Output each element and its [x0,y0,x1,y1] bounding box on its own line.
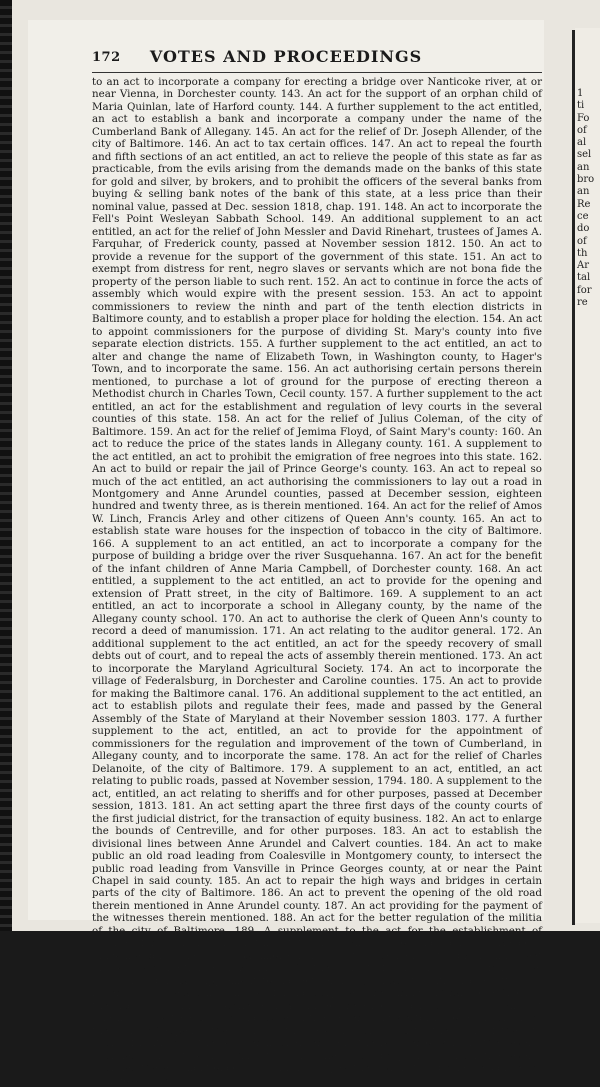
page-number: 172 [92,50,121,65]
facing-page-fragment: th [577,247,588,259]
header-rule [92,72,542,73]
facing-page-fragment: re [577,297,588,309]
body-text: to an act to incorporate a company for erecting a bridge over Nanticoke river, at or near Vienna, in Dorchester county. 143. An act for the support of an orphan child of Maria Quinlan, late of Harford county. 144. A further supplement to the act entitled, an act to establish a bank and incorporate a company under the name of the Cumberland Bank of Allegany. 145. An act for the relief of Dr. Joseph Allender, of the city of Baltimore. 146. An act to tax certain offices. 147. An act to repeal the fourth and fifth sections of an act entitled, an act to relieve the people of this state as far as practicable, from the evils arising from the demands made on the banks of this state for gold and silver, by brokers, and to prohibit the officers of the several banks from buying & selling bank notes of the bank of this state, at a less price than their nominal value, passed at Dec. session 1818, chap. 191. 148. An act to incorporate the Fell's Point Wesleyan Sabbath School. 149. An additional supplement to an act entitled, an act for the relief of John Messler and David Rinehart, trustees of James A. Farquhar, of Frederick county, passed at November session 1812. 150. An act to provide a revenue for the support of the government of this state. 151. An act to exempt from distress for rent, negro slaves or servants which are not bona fide the property of the person liable to such rent. 152. An act to continue in force the acts of assembly which would expire with the present session. 153. An act to appoint commissioners to review the ninth and part of the tenth election districts in Baltimore county, and to establish a proper place for holding the election. 154. An act to appoint commissioners for the purpose of dividing St. Mary's county into five separate election districts. 155. A further supplement to the act entitled, an act to alter and change the name of Elizabeth Town, in Washington county, to Hager's Town, and to incorporate the same. 156. An act authorising certain persons therein mentioned, to purchase a lot of ground for the purpose of erecting thereon a Methodist church in Charles Town, Cecil county. 157. A further supplement to the act entitled, an act for the establishment and regulation of levy courts in the several counties of this state. 158. An act for the relief of Julius Coleman, of the city of Baltimore. 159. An act for the relief of Jemima Floyd, of Saint Mary's county: 160. An act to reduce the price of the states lands in Allegany county. 161. A supplement to the act entitled, an act to prohibit the emigration of free negroes into this state. 162. An act to build or repair the jail of Prince George's county. 163. An act to repeal so much of the act entitled, an act authorising the commissioners to lay out a road in Montgomery and Anne Arundel counties, passed at December session, eighteen hundred and twenty three, as is therein mentioned. 164. An act for the relief of Amos W. Linch, Francis Arley and other citizens of Queen Ann's county. 165. An act to establish state ware houses for the inspection of tobacco in the city of Baltimore. 166. A supplement to an act entitled, an act to incorporate a company for the purpose of building a bridge over the river Susquehanna. 167. An act for the benefit of the infant children of Anne Maria Campbell, of Dorchester county. 168. An act entitled, a supplement to the act entitled, an act to provide for the opening and extension of Pratt street, in the city of Baltimore. 169. A supplement to an act entitled, an act to incorporate a school in Allegany county, by the name of the Allegany county school. 170. An act to authorise the clerk of Queen Ann's county to record a deed of manumission. 171. An act relating to the auditor general. 172. An additional supplement to the act entitled, an act for the speedy recovery of small debts out of court, and to repeal the acts of assembly therein mentioned. 173. An act to incorporate the Maryland Agricultural Society. 174. An act to incorporate the village of Federalsburg, in Dorchester and Caroline counties. 175. An act to provide for making the Baltimore canal. 176. An additional supplement to the act entitled, an act to establish pilots and regulate their fees, made and passed by the General Assembly of the State of Maryland at their November session 1803. 177. A further supplement to the act, entitled, an act to provide for the appointment of commissioners for the regulation and improvement of the town of Cumberland, in Allegany county, and to incorporate the same. 178. An act for the relief of Charles Delanoite, of the city of Baltimore. 179. A supplement to an act, entitled, an act relating to public roads, passed at November session, 1794. 180. A supplement to the act, entitled, an act relating to sheriffs and for other purposes, passed at December session, 1813. 181. An act setting apart the three first days of the county courts of the first judicial district, for the transaction of equity business. 182. An act to enlarge the bounds of Centreville, and for other purposes. 183. An act to establish the divisional lines between Anne Arundel and Calvert counties. 184. An act to make public an old road leading from Coalesville in Montgomery county, to intersect the public road leading from Vansville in Prince Georges county, at or near the Paint Chapel in said county. 185. An act to repair the high ways and bridges in certain parts of the city of Baltimore. 186. An act to prevent the opening of the old road therein mentioned in Anne Arundel county. 187. An act providing for the payment of the witnesses therein mentioned. 188. An act for the better regulation of the militia of the city of Baltimore. 189. A supplement to the act for the establishment of vestries for each Parish in this state. 190. An act for the relief of Rebecca Lindenberger, of the city of Baltimore. 191. An act to open and extend Franklin-street in the city of Baltimore. 192. An act for the benefit of William Owen, of Baltimore. 193. An additional supplement to the act, entitled, an act to authorise a lottery or lotteries to raise a sum of money for the purpose of repairing and raising a fund for the use of Washington College. 194. An act relating to executions. 195. An act relating to the treasurers of the state on the eastern and western shore, the clerks of the court of appeals, the clerks of the several county courts, the clerk of the city court of Baltimore, the register in chancery, and the register of wills in the several counties of this state. 196. An act for the relief of sundry poor persons in the several counties therein mentioned. 197. An act to pay the civil list and other expences of civil government. [92,76,542,1087]
page-header [28,47,544,72]
facing-page-fragment: al [577,137,587,149]
facing-page-fragment: Ar [577,260,590,272]
facing-page-fragment: sel [577,149,592,161]
facing-page-fragment: ti [577,100,585,112]
book-page [28,20,544,1087]
facing-page-fragment: for [577,284,592,296]
facing-page-fragment: tal [577,272,591,284]
facing-page-edge [575,28,600,923]
facing-page-fragment: do [577,223,590,235]
facing-page-fragment: bro [577,174,595,186]
facing-page-fragment: an [577,161,590,173]
running-head: VOTES AND PROCEEDINGS [149,47,423,66]
facing-page-fragment: 1 [577,88,584,99]
scan-edge [0,0,12,931]
facing-page-fragment: an [577,186,590,198]
facing-page-fragment: of [577,124,587,136]
facing-page-fragment: Re [577,198,591,210]
facing-page-fragment: ce [577,210,589,222]
facing-page-fragment: Fo [577,112,590,124]
facing-page-fragment: of [577,235,587,247]
